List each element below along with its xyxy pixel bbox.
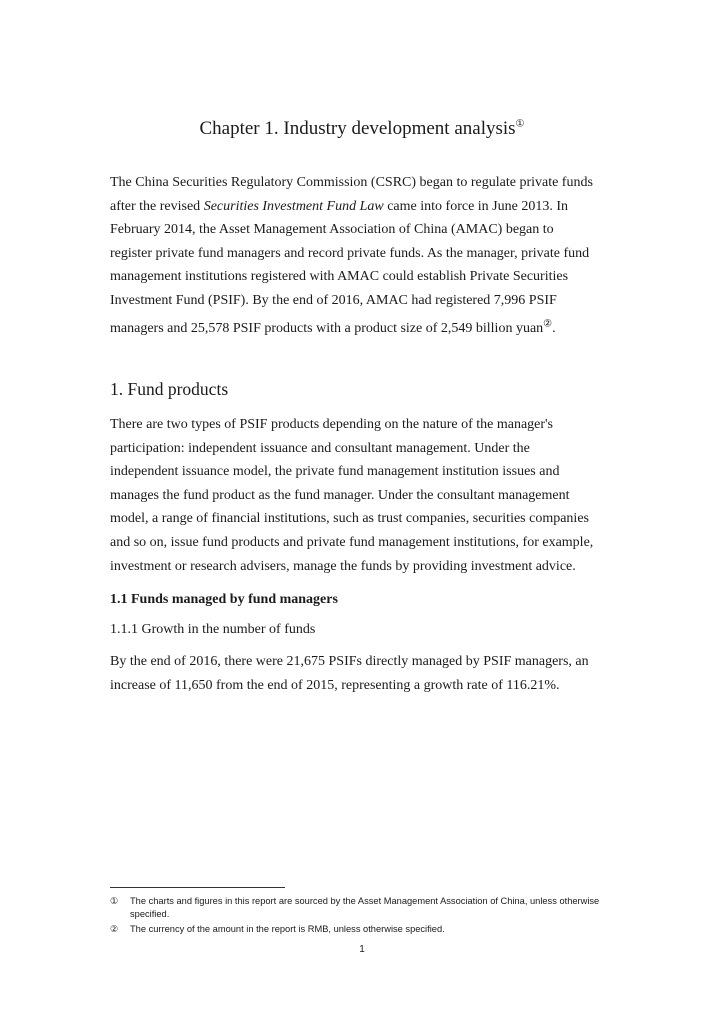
text-line: register private fund managers and record private funds. As the manager, private fund (110, 245, 590, 261)
text-run: managers and 25,578 PSIF products with a product size of 2,549 billion yuan (110, 320, 544, 336)
text-run: came into force in June 2013. In (383, 198, 568, 214)
text-line: and so on, issue fund products and private fund management institutions, for example, (110, 534, 594, 550)
footnote-mark: ② (110, 924, 119, 934)
text-line: increase of 11,650 from the end of 2015, representing a growth rate of 116.21%. (110, 677, 560, 693)
text-line: By the end of 2016, there were 21,675 PSIFs directly managed by PSIF managers, an (110, 654, 589, 669)
footnote-ref: ② (543, 317, 553, 329)
text-line: manages the fund product as the fund manager. Under the consultant management (110, 487, 570, 503)
text-line: February 2014, the Asset Management Association of China (AMAC) began to (110, 222, 554, 238)
text-line (110, 195, 630, 219)
text-run: after the revised (110, 198, 204, 214)
chapter-title-text: Chapter 1. Industry development analysis (199, 118, 516, 139)
footnote-1 (110, 895, 630, 921)
footnote-separator (110, 887, 285, 888)
subsection-heading: 1.1 Funds managed by fund managers (110, 592, 338, 607)
footnote-mark: ① (110, 896, 119, 906)
text-line: model, a range of financial institutions, such as trust companies, securities companies (110, 511, 589, 527)
chapter-title-footnote-ref: ① (515, 118, 525, 130)
subsubsection-heading: 1.1.1 Growth in the number of funds (110, 622, 316, 637)
footnote-text: The charts and figures in this report are sourced by the Asset Management Association of China, unless otherwise specified. (130, 896, 600, 919)
chapter-title (0, 116, 724, 142)
fund-products-paragraph (110, 413, 630, 578)
text-line: There are two types of PSIF products depending on the nature of the manager's (110, 417, 554, 432)
text-run: . (552, 320, 556, 336)
footnote-2 (110, 923, 630, 936)
text-line: management institutions registered with AMAC could establish Private Securities (110, 269, 569, 285)
text-line: participation: independent issuance and consultant management. Under the (110, 440, 530, 456)
footnote-text: The currency of the amount in the report is RMB, unless otherwise specified. (130, 924, 445, 934)
growth-paragraph (110, 650, 630, 697)
text-line: independent issuance model, the private fund management institution issues and (110, 464, 560, 480)
text-line: investment or research advisers, manage the funds by providing investment advice. (110, 558, 576, 574)
intro-paragraph (110, 171, 630, 340)
text-line: Investment Fund (PSIF). By the end of 2016, AMAC had registered 7,996 PSIF (110, 292, 557, 308)
text-line (110, 317, 630, 341)
law-title: Securities Investment Fund Law (203, 198, 384, 214)
text-line: The China Securities Regulatory Commission (CSRC) began to regulate private funds (110, 175, 593, 190)
page-number: 1 (359, 944, 365, 955)
section-heading: 1. Fund products (110, 379, 229, 399)
